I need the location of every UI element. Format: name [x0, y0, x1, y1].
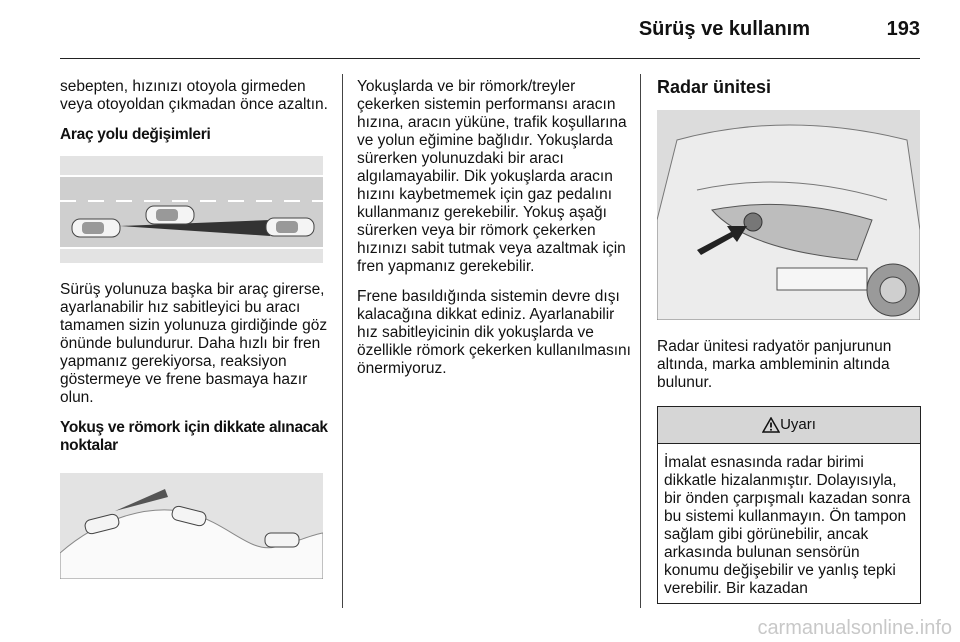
heading-radar-unit: Radar ünitesi	[657, 77, 772, 97]
car-icon	[146, 206, 194, 224]
lane-change-illustration	[60, 156, 323, 263]
column-right	[657, 78, 922, 604]
column-divider	[640, 74, 641, 608]
warning-text: İmalat esnasında radar birimi dikkatle hizalanmıştır. Dolayısıyla, bir önden çarpışmalı kazadan sonra bu sistemi kullanmayın. Ön tampon sağlam gibi görünebilir, ancak arkasında bulunan sensörün konumu değişebilir ve yanlış tepki verebilir. Bir kazadan	[664, 454, 911, 597]
header-divider	[60, 58, 920, 59]
brake-paragraph: Frene basıldığında sistemin devre dışı kalacağına dikkat ediniz. Ayarlanabilir hız sabitleyicinin dik yokuşlarda ve özellikle römork çekerken kullanılmasını önermiyoruz.	[357, 288, 631, 377]
heading-hill-trailer: Yokuş ve römork için dikkate alınacak noktalar	[60, 419, 328, 454]
hill-driving-illustration	[60, 473, 323, 579]
car-icon	[72, 219, 120, 237]
column-middle	[357, 78, 631, 390]
intro-paragraph: sebepten, hızınızı otoyola girmeden veya otoyoldan çıkmadan önce azaltın.	[60, 78, 328, 113]
column-left	[60, 78, 328, 593]
radar-paragraph: Radar ünitesi radyatör panjurunun altında, marka ambleminin altında bulunur.	[657, 338, 892, 391]
car-icon	[265, 533, 299, 547]
column-divider	[342, 74, 343, 608]
watermark: carmanualsonline.info	[757, 617, 952, 639]
performance-paragraph: Yokuşlarda ve bir römork/treyler çekerken sistemin performansı aracın hızına, aracın yüküne, trafik koşullarına ve yolun eğimine bağlıdır. Yokuşlarda sürerken yolunuzdaki bir aracı algılamayabilir. Dik yokuşlarda aracın hızını kaybetmemek için gaz pedalını kullanmanız gerekebilir. Yokuş aşağı sürerken veya bir römork çekerken hızınızı sabit tutmak veya azaltmak için fren yapmanız gerekebilir.	[357, 78, 627, 275]
warning-header	[658, 407, 920, 444]
running-header-title: Sürüş ve kullanım	[638, 18, 810, 40]
brand-emblem-icon	[744, 213, 762, 231]
page-number: 193	[886, 18, 920, 40]
car-icon	[266, 218, 314, 236]
radar-location-photo	[657, 110, 920, 320]
warning-triangle-icon	[762, 417, 780, 433]
warning-box	[657, 406, 921, 604]
lane-change-paragraph: Sürüş yolunuza başka bir araç girerse, ayarlanabilir hız sabitleyici bu aracı tamamen sizin yolunuza girdiğinde göz önünde bulundurur. Daha hızlı bir fren yapmanız gerekiyorsa, reaksiyon göstermeye ve frene basmaya hazır olun.	[60, 281, 328, 406]
heading-lane-change: Araç yolu değişimleri	[60, 126, 211, 143]
warning-title: Uyarı	[780, 416, 816, 433]
